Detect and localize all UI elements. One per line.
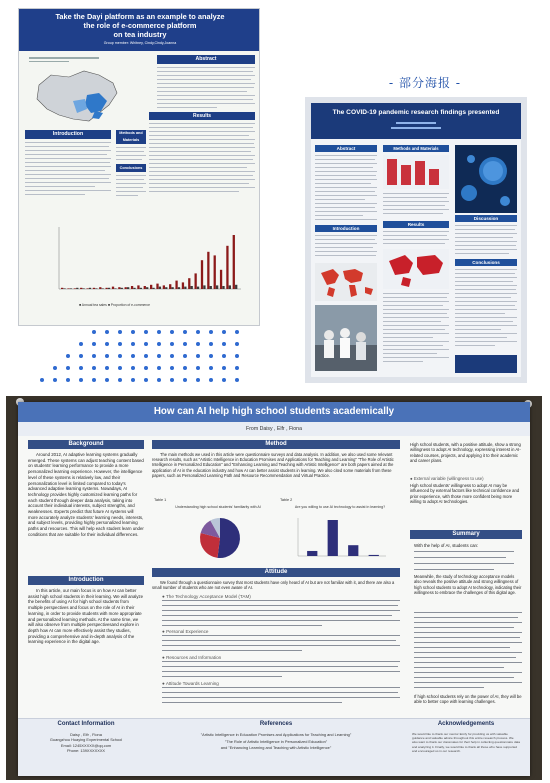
poster-covid (305, 97, 527, 383)
poster2-title: The COVID-19 pandemic research findings presented (332, 109, 500, 116)
decorative-dot (79, 366, 83, 370)
chart-bar (307, 551, 317, 556)
poster1-results-heading: Results (149, 112, 255, 120)
decorative-dot (222, 378, 226, 382)
decorative-dot (79, 354, 83, 358)
decorative-dot (157, 330, 161, 334)
decorative-dot (105, 330, 109, 334)
virus-image (455, 145, 517, 213)
decorative-dot (157, 378, 161, 382)
poster1-title-line1: Take the Dayi platform as an example to analyze (55, 12, 225, 21)
acknowledgements-heading: Acknowledgements (437, 721, 495, 727)
poster2-conclusions-heading: Conclusions (455, 259, 517, 266)
poster1-methods-heading: Methods and Materials (116, 130, 146, 144)
decorative-dot (40, 378, 44, 382)
decorative-dot (131, 378, 135, 382)
decorative-dot (118, 330, 122, 334)
circle-icon: ● (162, 655, 165, 660)
attitude-sub3-label: Resources and Information (166, 655, 222, 660)
decorative-dot (170, 330, 174, 334)
decorative-dot (53, 378, 57, 382)
decorative-dot (144, 354, 148, 358)
poster3-background-text: Around 2012, AI adaptive learning systems gradually emerged. These systems can adjust teaching content based on students' learning performance to provide a more personalized learning experience. However, the intelligence level of these systems is relatively low, and their personalization level is limited compared to today's advanced adaptive learning systems. Nowadays, AI technology provides highly customized learning paths for each student through deeper data analysis, taking into account their individual interests, subject strengths, and weaknesses. Experts predict that future AI systems will more accurately analyze students' learning needs, interests, and subject levels, providing highly personalized learning paths and resources. This will help each student learn under conditions that are suitable for their individual differences. (28, 452, 144, 537)
acknowledgements-text: We would like to thank our mentor Emily for providing us with valuable guidance and valuable advice throughout this entire research process. We also want to thank our classmates for their help in collecting questionnaire data and analyzing it. Finally, we would like to thank all those who have supported and encouraged us in our research. (412, 732, 520, 753)
references-heading: References (259, 721, 293, 727)
attitude-sub2 (162, 629, 208, 634)
decorative-dot (235, 330, 239, 334)
references-list (152, 732, 400, 752)
poster3-attitude-text: We found through a questionnaire survey that most students have only heard of AI but are not familiar with it, and there are also a small number of students who are not even aware of AI. (152, 580, 395, 591)
poster3-method-heading: Method (152, 440, 400, 449)
poster2-results-heading: Results (383, 221, 449, 228)
circle-icon: ● (410, 476, 413, 481)
decorative-dot (222, 330, 226, 334)
decorative-dot (66, 378, 70, 382)
decorative-dot (79, 378, 83, 382)
poster1-introduction-heading: Introduction (25, 130, 111, 139)
decorative-dot (105, 378, 109, 382)
attitude-sub3 (162, 655, 221, 660)
poster-ai-students (6, 396, 542, 780)
poster3-title: How can AI help high school students academically (153, 406, 395, 417)
decorative-dot (209, 354, 213, 358)
table1-label: Table 1 (154, 498, 167, 502)
decorative-dot (92, 330, 96, 334)
poster2-results-map (383, 249, 449, 289)
decorative-dot (79, 342, 83, 346)
right-top-text: High school students, with a positive attitude, show a strong willingness to adopt AI technology, expressing interest in AI-related courses, projects, and applying it to their academic and career plans. (410, 442, 521, 463)
decorative-dot (183, 366, 187, 370)
decorative-dot (196, 342, 200, 346)
decorative-dot (209, 378, 213, 382)
summary-end: If high school students rely on the power of AI, they will be able to better cope with learning challenges. (414, 694, 522, 705)
decorative-dot (66, 366, 70, 370)
decorative-dot (157, 342, 161, 346)
attitude-sub4 (162, 681, 219, 686)
poster2-introduction-heading: Introduction (315, 225, 377, 232)
attitude-sub1 (162, 594, 251, 599)
chart-bar (348, 545, 358, 556)
poster1-conclusions-heading: Conclusions (116, 164, 146, 172)
decorative-dot (209, 342, 213, 346)
poster2-abstract-heading: Abstract (315, 145, 377, 152)
poster3-sheet (18, 402, 530, 776)
poster2-discussion-heading: Discussion (455, 215, 517, 222)
attitude-sub2-label: Personal Experience (166, 629, 209, 634)
contact-info (28, 732, 144, 754)
right-top-text2: High school students' willingness to adopt AI may be influenced by external factors like technical confidence and prior experience, with those more confident being more willing to adopt AI technologies. (410, 483, 520, 504)
poster1-title-line2: the role of e-commerce platform (83, 21, 197, 30)
poster3-attitude-heading: Attitude (152, 568, 400, 577)
decorative-dot (196, 330, 200, 334)
decorative-dot (144, 378, 148, 382)
poster3-authors: From Daisy , Elfr , Fiona (18, 422, 530, 436)
chart-bar (328, 520, 338, 556)
reference-item: "Artistic Intelligence in Education Promises and Applications for Teaching and Learning" (200, 732, 352, 737)
poster2-caption: - 部分海报 - (388, 76, 462, 90)
poster1-abstract-heading: Abstract (157, 55, 255, 64)
decorative-dot (183, 330, 187, 334)
decorative-dot (196, 378, 200, 382)
decorative-dot (131, 366, 135, 370)
decorative-dot (105, 366, 109, 370)
decorative-dot (92, 342, 96, 346)
decorative-dot (235, 354, 239, 358)
right-top-sub-label: External variable (willingness to use) (413, 476, 484, 481)
decorative-dot (183, 342, 187, 346)
attitude-sub4-label: Attitude Towards Learning (165, 681, 219, 686)
decorative-dot (92, 366, 96, 370)
decorative-dot (222, 342, 226, 346)
willingness-bar-chart (290, 514, 390, 562)
decorative-dot (144, 330, 148, 334)
decorative-dot (183, 354, 187, 358)
decorative-dot (144, 342, 148, 346)
decorative-dot (118, 378, 122, 382)
circle-icon: ● (162, 594, 165, 599)
reference-item: and "Enhancing Learning and Teaching with Artistic Intelligence" (220, 745, 332, 750)
decorative-dot (196, 354, 200, 358)
decorative-dot (157, 354, 161, 358)
poster3-intro-text: In this article, our main focus is on how AI can better assist high school students in their learning. We will analyze the benefits of using AI for high school students from multiple perspectives and focus on the role of AI in their learning, in order to provide students with more appropriate and personalized learning methods. At the same time, we will also observe from multiple perspectivesand explore in depth how AI can more effectively assist they studies, providing a comprehensive and in-depth analysis of the learning experience in the digital age. (28, 588, 144, 645)
decorative-dot (131, 354, 135, 358)
decorative-dot (118, 354, 122, 358)
decorative-dot (170, 354, 174, 358)
decorative-dot (222, 366, 226, 370)
decorative-dot (209, 366, 213, 370)
poster1-chart-legend: ■ Annual tea sales ■ Proportion of e-commerce (79, 303, 151, 307)
poster1-authors: Group member: Whitney, Cindy,Cindy,Joanna (103, 41, 177, 45)
poster3-background-heading: Background (28, 440, 144, 449)
circle-icon: ● (162, 629, 165, 634)
decorative-dot (131, 342, 135, 346)
poster1-title-line3: on tea industry (113, 30, 167, 39)
decorative-dot (235, 378, 239, 382)
decorative-dot (144, 366, 148, 370)
summary-outro: Meanwhile, the study of technology acceptance models also reveals the positive attitude and strong willingness of high school students to adopt AI technology, indicating their willingness to embrace the challenges of this digital age. (414, 574, 522, 595)
chart-bar (369, 555, 379, 556)
decorative-dot (105, 342, 109, 346)
poster3-summary-heading: Summary (410, 530, 522, 539)
attitude-sub1-label: The Technology Acceptance Model (TAM) (165, 594, 251, 599)
people-photo (315, 305, 377, 371)
decorative-dot (66, 354, 70, 358)
contact-names: Daisy , Elfr , Fiona (70, 732, 102, 737)
decorative-dot (235, 342, 239, 346)
world-map-image (315, 263, 377, 301)
poster2-footer-bar (455, 355, 517, 373)
decorative-dot (118, 366, 122, 370)
reference-item: "The Role of Artistic Intelligence in Personalized Education" (224, 738, 328, 744)
decorative-dot (183, 378, 187, 382)
table2-label: Table 2 (280, 498, 293, 502)
decorative-dot (92, 354, 96, 358)
decorative-dot (235, 366, 239, 370)
decorative-dot (209, 330, 213, 334)
decorative-dot (131, 330, 135, 334)
decorative-dot (118, 342, 122, 346)
circle-icon: ● (162, 681, 165, 686)
bar-chart-title: Are you willing to use AI technology to assist in learning? (294, 505, 386, 509)
contact-phone: Phone: 139XXXXXXX (66, 748, 106, 754)
poster2-methods-figure (383, 155, 449, 189)
poster2-methods-heading: Methods and Materials (383, 145, 449, 152)
decorative-dot (222, 354, 226, 358)
decorative-dot (196, 366, 200, 370)
decorative-dot (105, 354, 109, 358)
decorative-dot (170, 366, 174, 370)
decorative-dots (0, 0, 300, 395)
contact-email: Email: 1245XXXXX@qq.com (60, 742, 112, 748)
poster3-method-text: The main methods we used in this article were questionnaire surveys and data analysis. In addition, we also used some relevant research results, such as "Artistic Intelligence in Education Promises and Applications for Teaching and Learning" "The Role of Artistic Intelligence in Personalized Education" and "Enhancing Learning and Teaching with Artistic Intelligence" are both papers aimed at the application of AI in the education industry and how AI can better assist students in learning. We also cited some materials from these papers, such as Personalized Learning Path and Resource Recommendation and Virtual Practice. (152, 452, 394, 478)
decorative-dot (53, 366, 57, 370)
contact-heading: Contact Information (57, 721, 115, 727)
pie-slice (217, 518, 240, 558)
decorative-dot (157, 366, 161, 370)
pie-chart-title: Understanding high school students' familiarity with AI (175, 505, 261, 509)
right-top-sub (410, 476, 484, 481)
decorative-dot (170, 378, 174, 382)
decorative-dot (170, 342, 174, 346)
poster2-header (311, 103, 521, 139)
familiarity-pie-chart (168, 514, 268, 562)
poster3-header-bar (18, 402, 530, 422)
poster3-introduction-heading: Introduction (28, 576, 144, 585)
summary-lead: With the help of AI, students can: (414, 543, 479, 548)
decorative-dot (92, 378, 96, 382)
contact-school: Guangzhou Huaying Experimental School (49, 737, 123, 743)
